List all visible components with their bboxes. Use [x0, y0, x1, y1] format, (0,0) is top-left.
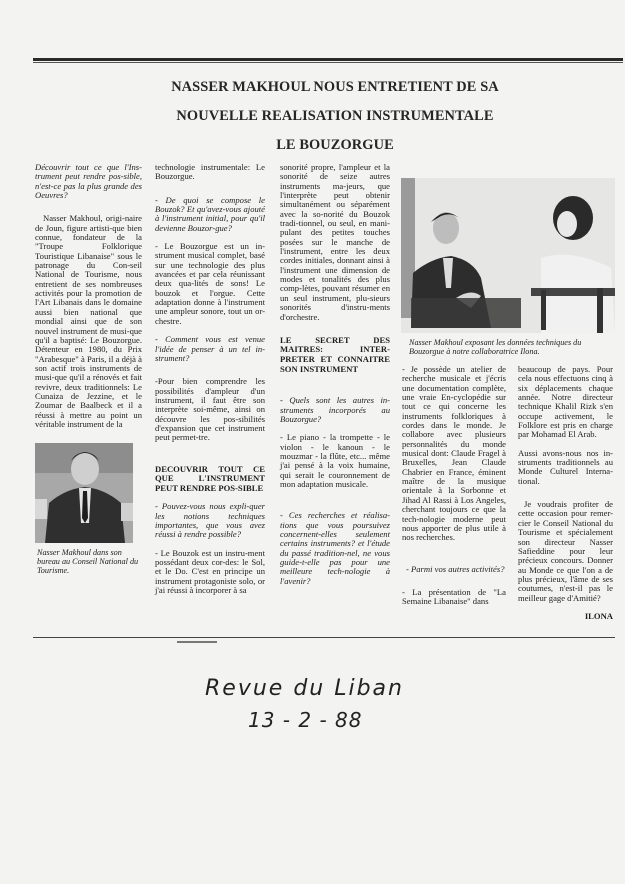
headline-line-2: NOUVELLE REALISATION INSTRUMENTALE	[176, 108, 494, 124]
paragraph: Je voudrais profiter de cette occasion pour remer-cier le Conseil National du Tourisme et spécialement son directeur Nasser Safieddine pour leur précieux concours. Donner au Monde ce que l'on a de plus précieux, l'âme de ses coutumes, n'est-il pas le meilleur gage d'Amitié?	[518, 499, 613, 603]
photo-interview	[401, 178, 615, 333]
answer: - Le piano - la trompette - le violon - le kanoun - le mouzmar - la flûte, etc... même j'ai pensé à la voix humaine, qui serait le couronnement de mon adaptation musicale.	[280, 432, 390, 489]
answer: - Le Bouzorgue est un in-strument musical complet, basé sur une technologie des plus avancées et par cela réunissant deux qua-lités de sons! Le bouzok et l'orgue. Cette adaptation donne à l'instrument une ampleur sonore, tout un or-chestre.	[155, 241, 265, 326]
answer: - La présentation de "La Semaine Libanaise" dans	[402, 586, 506, 607]
column-5	[518, 365, 613, 621]
question: - Comment vous est venue l'idée de penser à un tel in-strument?	[155, 334, 265, 363]
question: - Ces recherches et réalisa-tions que vous poursuivez concernent-elles seulement certains instruments? et l'étude du passé tradition-nel, ne vous guide-t-elle pas pour une meilleure tech-nologie à l'avenir?	[280, 510, 390, 586]
intro-body: Nasser Makhoul, origi-naire de Joun, figure artisti-que bien connue, fondateur de la "Troupe Folklorique Touristique Libanaise" sous le patronage du Con-seil National de Tourisme, nous entretient de ses nombreuses activités pour la promotion de l'Art Libanais dans le domaine aussi bien national que mondial ainsi que de son nouvel instrument de musi-que qu'il a baptisé: Le Bouzorgue. Détenteur en 1980, du Prix "Arabesque" à Paris, il a déjà à son actif trois instruments de musi-que qu'il a rénovés et fait revivre, deux traditionnels: Le Cunaiza de Jezzine, et le Zoumar de Baalbeck et il a réussi à mettre au point un véritable instrument de la	[35, 213, 142, 429]
photo-nasser-makhoul	[35, 443, 133, 543]
paragraph: Aussi avons-nous nos in-struments traditionnels au Monde Culturel Interna-tional.	[518, 447, 613, 486]
answer: - Je possède un atelier de recherche musicale et j'écris une documentation complète, une vraie En-cyclopédie sur tout ce qui concerne les instruments folkloriques à cordes dans le monde. Je collabore avec plusieurs personnalités du monde musical dont: Claude Fragel à Bruxelles, Jean Claude Chabrier en France, éminent maître de la musique orientale à la Sorbonne et Jihad Al Rassi à Los Angeles, cherchant toujours ce que la tech-nologie moderne peut nous apporter de plus utile à nos recherches.	[402, 364, 506, 543]
author-signature: ILONA	[584, 610, 613, 621]
column-1	[35, 163, 142, 429]
top-rule-thin	[33, 62, 623, 63]
column-2	[155, 163, 265, 595]
top-rule	[33, 58, 623, 61]
paragraph: technologie instrumentale: Le Bouzorgue.	[155, 162, 265, 182]
question: - De quoi se compose le Bouzok? Et qu'avez-vous ajouté à l'instrument initial, pour qu'il devienne Bouzor-gue?	[155, 194, 265, 233]
headline-line-1: NASSER MAKHOUL NOUS ENTRETIENT DE SA	[171, 79, 499, 95]
subheading: DECOUVRIR TOUT CE QUE L'INSTRUMENT PEUT RENDRE POS-SIBLE	[155, 463, 265, 493]
headline-line-3: LE BOUZORGUE	[276, 137, 394, 153]
clipped-text-fragment	[177, 641, 217, 643]
handwritten-date: 13 - 2 - 88	[248, 708, 363, 732]
answer: - Le Bouzok est un instru-ment possédant deux cor-des: le Sol, et le Do. C'est en principe un instrument protagoniste solo, or j'ai réussi à incorporer à sa	[155, 547, 265, 596]
question: - Parmi vos autres activités?	[406, 563, 505, 574]
question: - Quels sont les autres in-struments incorporés au Bouzorgue?	[280, 395, 390, 424]
subheading: LE SECRET DES MAITRES: INTER-PRETER ET CONNAITRE SON INSTRUMENT	[280, 334, 390, 374]
intro-text: Découvrir tout ce que l'Ins-trument peut rendre pos-sible, n'est-ce pas la plus grande des Oeuvres?	[35, 162, 142, 201]
bottom-rule	[33, 637, 615, 638]
question: - Pouvez-vous nous expli-quer les notions techniques importantes, que vous avez réussi à rendre possible?	[155, 501, 265, 540]
column-4	[402, 365, 506, 607]
handwritten-source: Revue du Liban	[205, 676, 404, 701]
paragraph: beaucoup de pays. Pour cela nous effectuons cinq à six déplacements chaque année. Notre directeur technique Khalil Rizk s'en occupe activement, le Folklore est pris en charge par Mohamad El Arab.	[518, 364, 613, 440]
photo-caption-2: Nasser Makhoul exposant les données techniques du Bouzorgue à notre collaboratrice Ilona.	[409, 338, 582, 357]
column-3	[280, 163, 390, 586]
paragraph: sonorité propre, l'ampleur et la sonorité de seize autres instruments ma-jeurs, que l'interprète peut obtenir simultanément ou séparément avec la so-norité du Bouzok tradi-tionnel, ou seul, en mani-pulant des petites touches posées sur le manche de l'instrument, entre les deux cordes initiales, donnant ainsi à l'instrument une dimension de modes et tonalités des plus comp-lètes, pouvant résumer en un seul instrument, plu-sieurs sonorités d'instru-ments d'orchestre.	[280, 162, 390, 322]
photo-caption-1: Nasser Makhoul dans son bureau au Conseil National du Tourisme.	[37, 548, 139, 576]
answer: -Pour bien comprendre les possibilités d'ampleur d'un instrument, il faut être son interprète soi-même, ainsi on découvre les pos-sibilités d'expansion que cet instrument peut permet-tre.	[155, 376, 265, 443]
